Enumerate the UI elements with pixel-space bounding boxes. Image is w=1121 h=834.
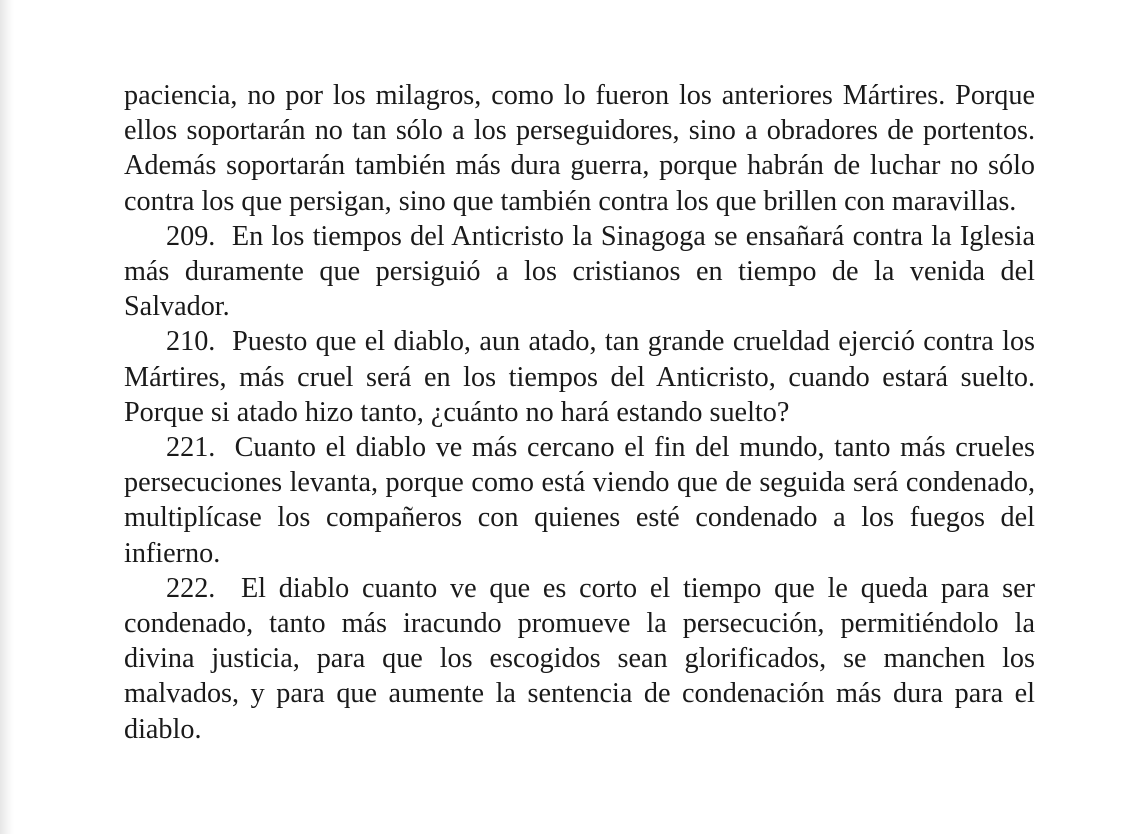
paragraph-209 — [124, 219, 1035, 325]
paragraph-number: 222. — [166, 572, 216, 604]
paragraph-number: 210. — [166, 326, 216, 358]
paragraph-210 — [124, 324, 1035, 430]
paragraph-continuation — [124, 78, 1035, 219]
paragraph-text: El diablo cuanto ve que es corto el tiempo que le queda para ser condenado, tanto más iracundo promueve la persecución, permitiéndolo la divina justicia, para que los escogidos sean glorificados, se manchen los malvados, y para que aumente la sentencia de condenación más dura para el diablo. — [124, 572, 1036, 745]
paragraph-text: paciencia, no por los milagros, como lo fueron los anteriores Mártires. Porque ellos soportarán no tan sólo a los perseguidores, sino a obradores de portentos. Además soportarán también más dura guerra, porque habrán de luchar no sólo contra los que persigan, sino que también contra los que brillen con maravillas. — [124, 80, 1035, 217]
paragraph-text: Puesto que el diablo, aun atado, tan grande crueldad ejerció contra los Mártires, más cruel será en los tiempos del Anticristo, cuando estará suelto. Porque si atado hizo tanto, ¿cuánto no hará estando suelto? — [124, 326, 1036, 428]
paragraph-text: En los tiempos del Anticristo la Sinagoga se ensañará contra la Iglesia más duramente que persiguió a los cristianos en tiempo de la venida del Salvador. — [124, 220, 1035, 323]
paragraph-number: 209. — [166, 220, 216, 252]
body-text — [124, 78, 1035, 747]
paragraph-222 — [124, 571, 1035, 747]
page-edge-shadow — [0, 0, 14, 834]
paragraph-text: Cuanto el diablo ve más cercano el fin del mundo, tanto más crueles persecuciones levanta, porque como está viendo que de seguida será condenado, multiplícase los compañeros con quienes esté condenado a los fuegos del infierno. — [124, 432, 1036, 569]
paragraph-number: 221. — [166, 432, 216, 464]
paragraph-221 — [124, 430, 1035, 571]
